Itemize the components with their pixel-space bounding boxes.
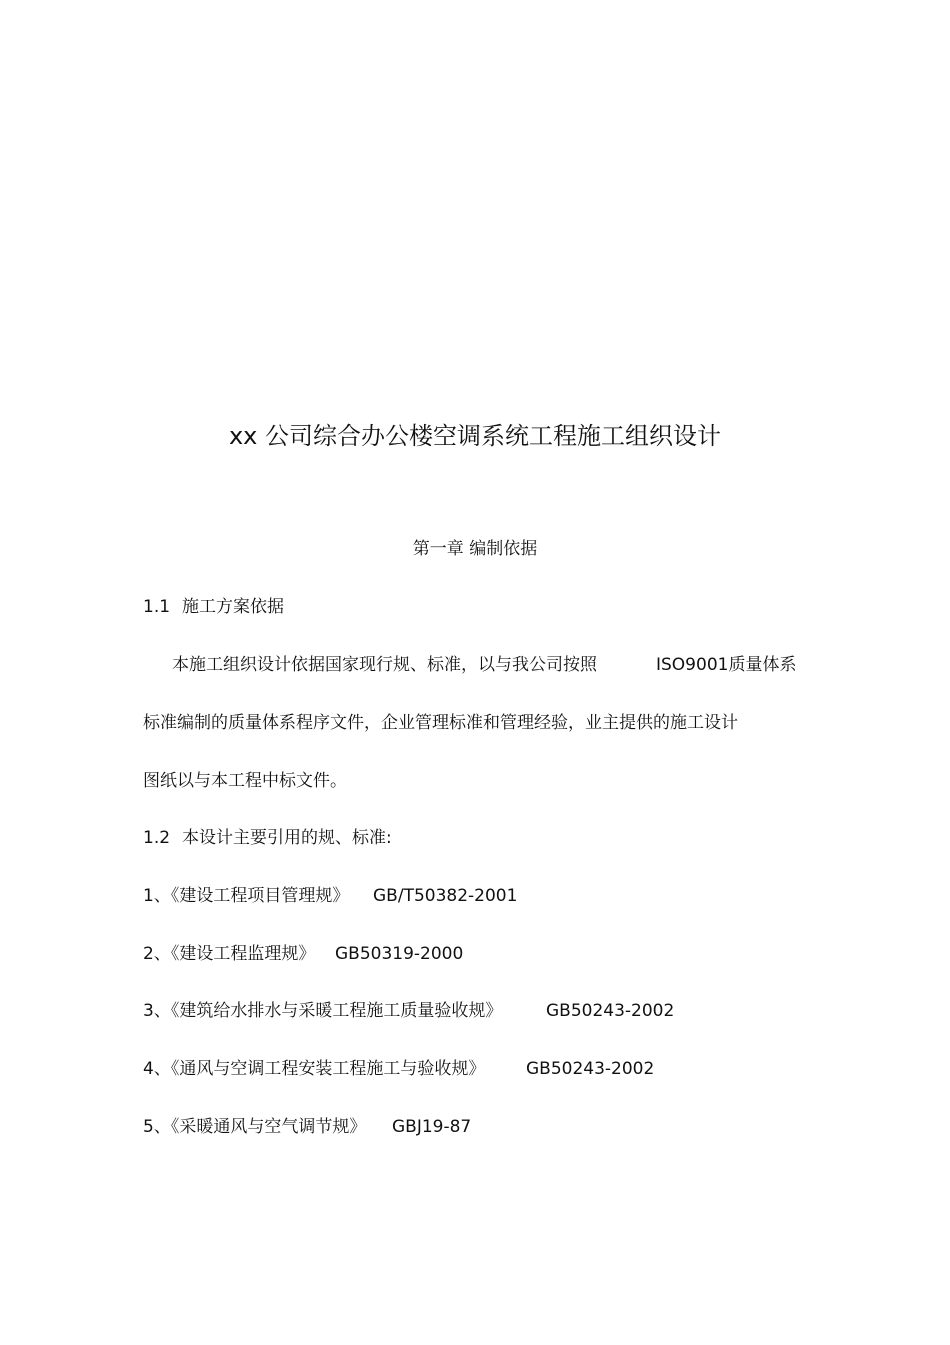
reference-index: 1、: [143, 886, 171, 906]
reference-name: 《通风与空调工程安装工程施工与验收规》: [170, 1059, 486, 1079]
section-number: 1.2: [143, 828, 171, 848]
section-number: 1.1: [143, 597, 171, 617]
reference-code: GB50319-2000: [335, 944, 464, 964]
section-title: 本设计主要引用的规、标准:: [182, 828, 392, 848]
reference-index: 3、: [143, 1001, 171, 1021]
reference-item: [143, 1058, 485, 1080]
section-title: 施工方案依据: [182, 597, 285, 617]
section-1-2-heading: [143, 827, 392, 849]
reference-item: [143, 1116, 366, 1138]
reference-code: GB50243-2002: [526, 1059, 655, 1079]
paragraph-line-2: 标准编制的质量体系程序文件，企业管理标准和管理经验，业主提供的施工设计: [143, 713, 738, 733]
paragraph-text: 本施工组织设计依据国家现行规、标准，以与我公司按照: [172, 655, 597, 675]
reference-name: 《建筑给水排水与采暖工程施工质量验收规》: [170, 1001, 503, 1021]
reference-item: [143, 885, 349, 907]
reference-name: 《建设工程项目管理规》: [170, 886, 350, 906]
paragraph-line-3: 图纸以与本工程中标文件。: [143, 771, 347, 791]
reference-index: 2、: [143, 944, 171, 964]
reference-item: [143, 1000, 502, 1022]
chapter-heading: 第一章 编制依据: [412, 539, 538, 559]
reference-index: 4、: [143, 1059, 171, 1079]
section-1-1-heading: [143, 596, 284, 618]
reference-item: [143, 943, 315, 965]
reference-code: GBJ19-87: [392, 1117, 472, 1137]
paragraph-line-1: [172, 654, 597, 676]
paragraph-text-tail: ISO9001质量体系: [656, 655, 797, 675]
reference-name: 《建设工程监理规》: [170, 944, 316, 964]
reference-index: 5、: [143, 1117, 171, 1137]
paragraph-line-1-tail: [656, 654, 796, 676]
document-title: xx 公司综合办公楼空调系统工程施工组织设计: [228, 422, 722, 450]
reference-code: GB50243-2002: [546, 1001, 675, 1021]
reference-code: GB/T50382-2001: [373, 886, 518, 906]
reference-name: 《采暖通风与空气调节规》: [170, 1117, 367, 1137]
